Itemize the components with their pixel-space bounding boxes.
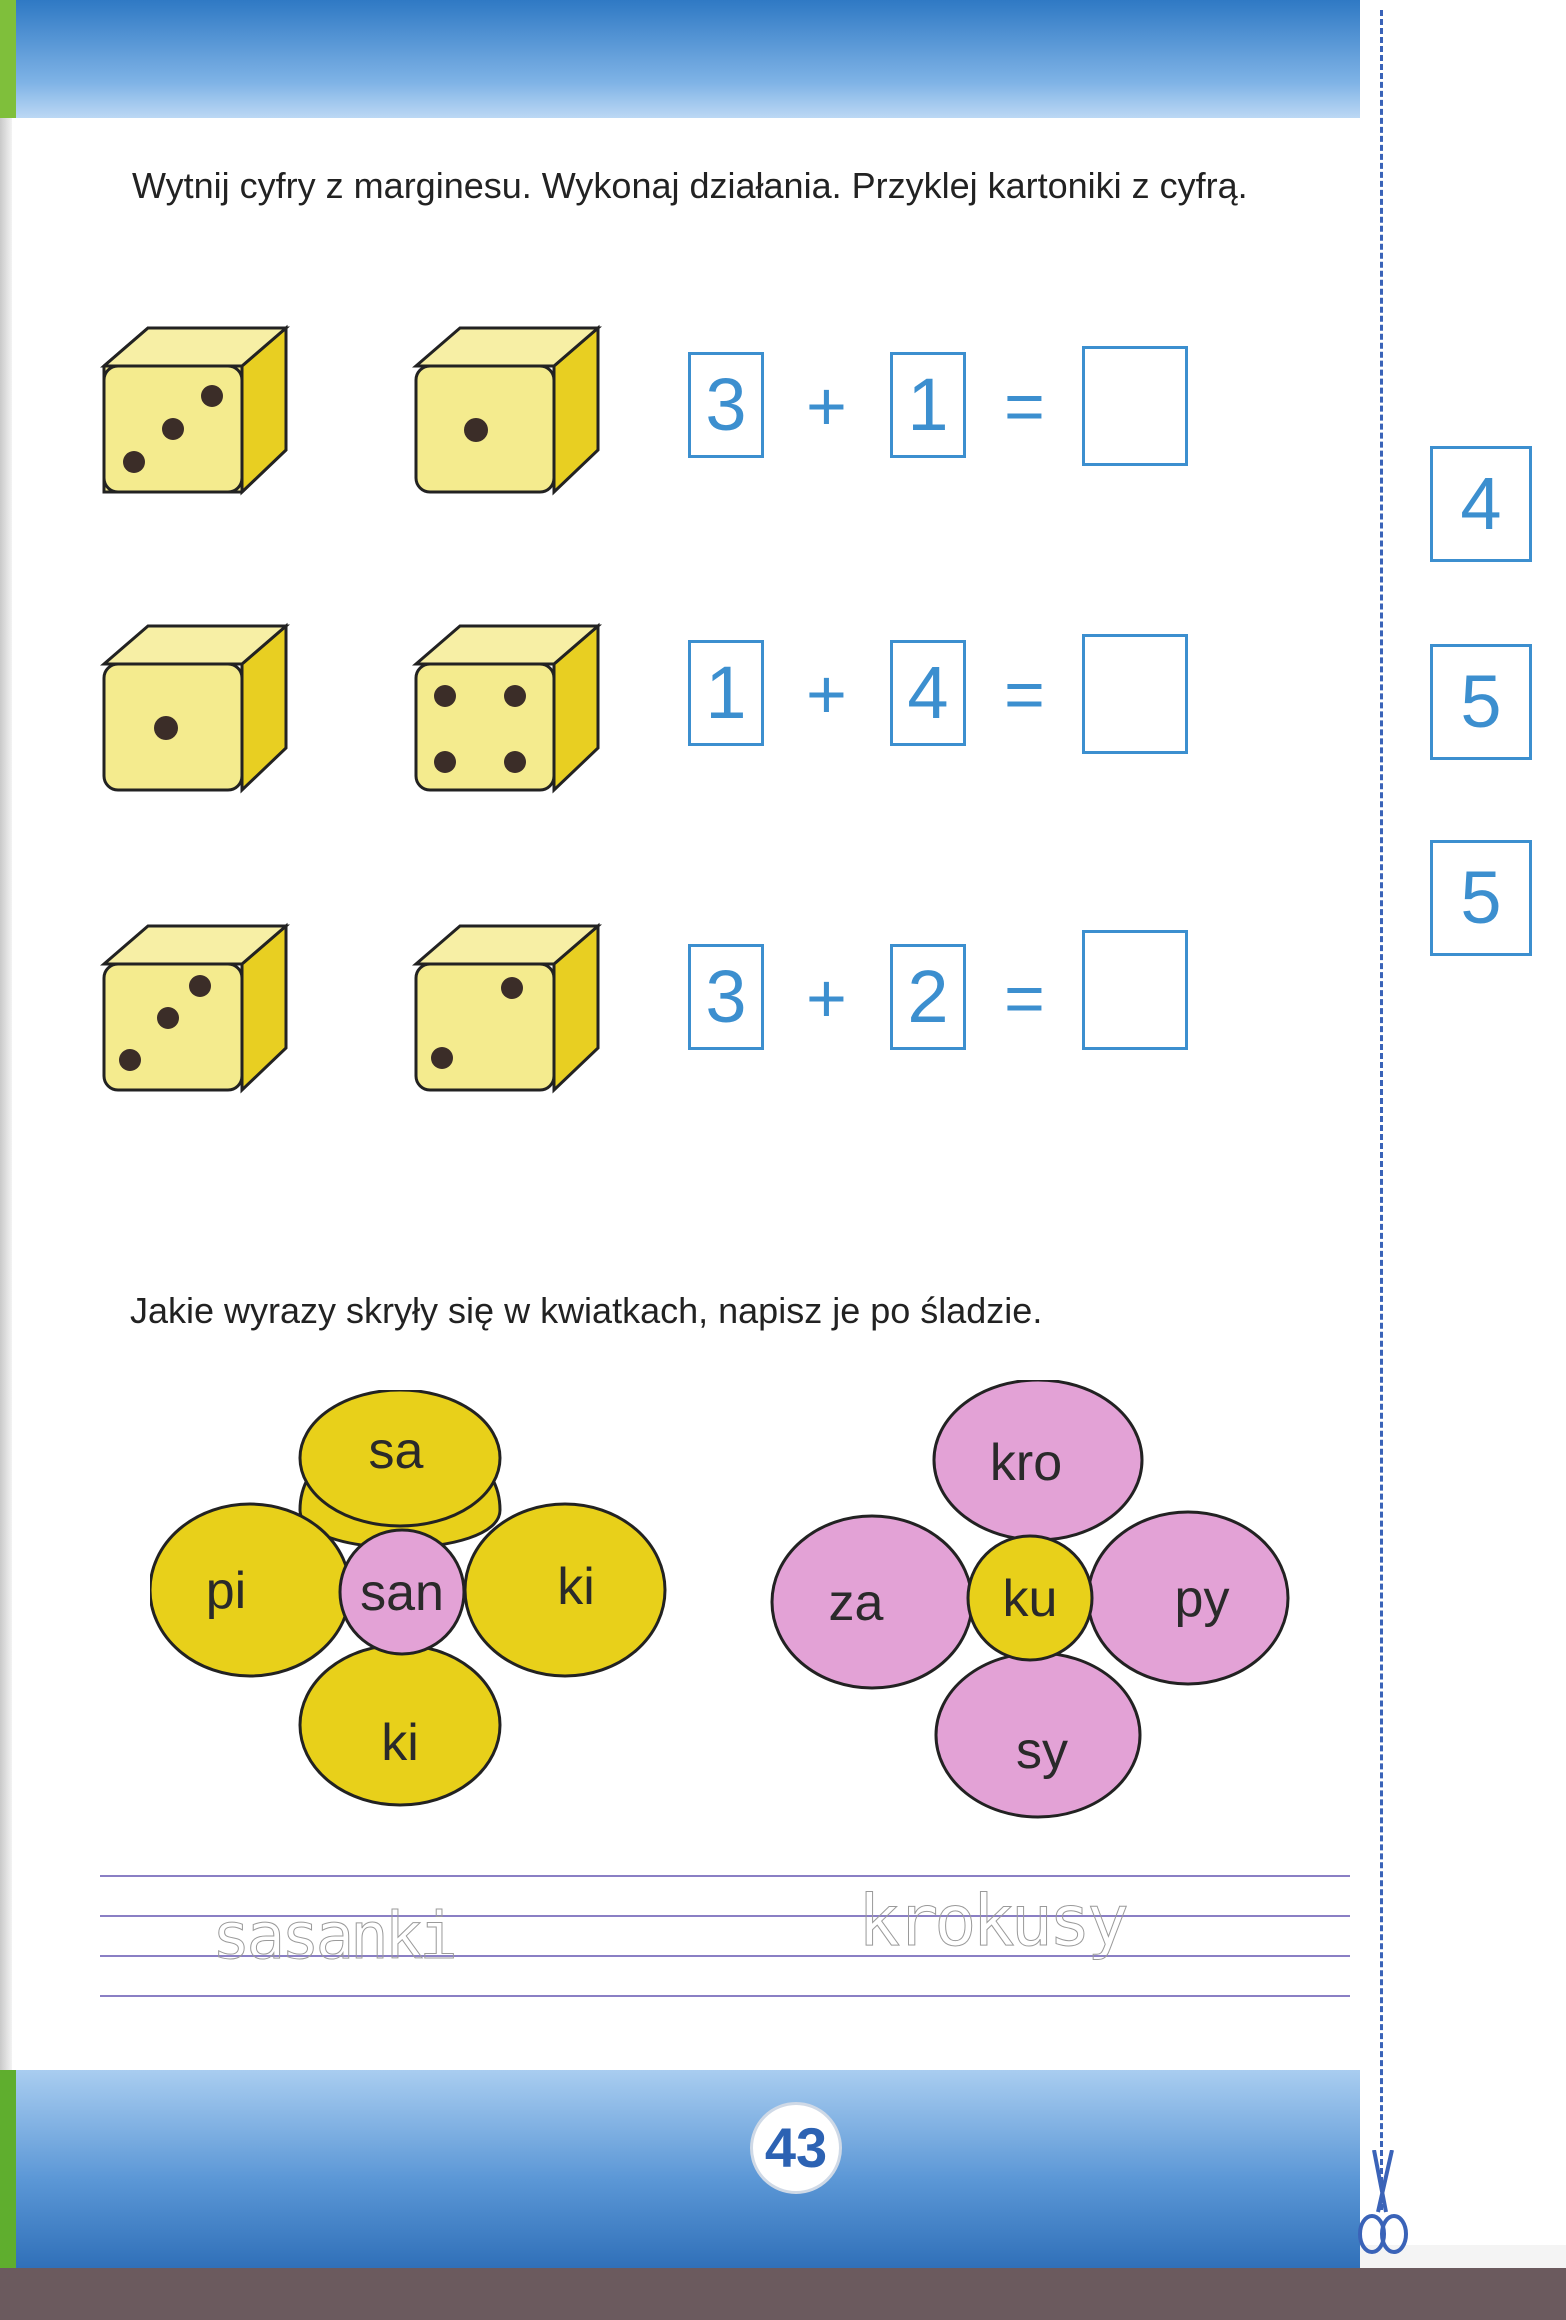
flower-pink bbox=[770, 1380, 1290, 1820]
flower-2-bottom-syllable: sy bbox=[1016, 1722, 1068, 1780]
equation-1-equals: = bbox=[1004, 367, 1045, 445]
cutout-card-3[interactable]: 5 bbox=[1430, 840, 1532, 956]
scissors-icon bbox=[1352, 2150, 1412, 2260]
instruction-top: Wytnij cyfry z marginesu. Wykonaj działania. Przyklej kartoniki z cyfrą. bbox=[132, 165, 1248, 206]
equation-3-addend-a: 3 bbox=[688, 944, 764, 1050]
equation-1-plus: + bbox=[806, 367, 847, 445]
flower-1-right-syllable: ki bbox=[557, 1558, 595, 1616]
die-3-row3 bbox=[100, 920, 290, 1100]
flower-2-center-syllable: ku bbox=[1002, 1570, 1058, 1628]
die-1-row2 bbox=[100, 620, 290, 800]
equation-3-plus: + bbox=[806, 959, 847, 1037]
dashed-cut-line bbox=[1380, 10, 1383, 2210]
equation-3-addend-b: 2 bbox=[890, 944, 966, 1050]
scan-background bbox=[0, 2268, 1566, 2320]
equation-1-addend-b: 1 bbox=[890, 352, 966, 458]
left-accent-strip-bottom bbox=[0, 2070, 16, 2270]
die-2-row3 bbox=[412, 920, 602, 1100]
page-binding-edge bbox=[0, 118, 12, 2108]
flower-1-left-syllable: pi bbox=[205, 1562, 247, 1620]
flower-2-left-syllable: za bbox=[828, 1574, 884, 1632]
equation-2-plus: + bbox=[806, 655, 847, 733]
flower-2-top-syllable: kro bbox=[989, 1434, 1063, 1492]
equation-2-addend-b: 4 bbox=[890, 640, 966, 746]
flower-1-bottom-syllable: ki bbox=[381, 1714, 419, 1772]
equation-2-addend-a: 1 bbox=[688, 640, 764, 746]
flower-1-center-syllable: san bbox=[360, 1564, 444, 1622]
instruction-middle: Jakie wyrazy skryły się w kwiatkach, napisz je po śladzie. bbox=[130, 1290, 1043, 1331]
traced-word-1[interactable]: sasanki bbox=[212, 1900, 454, 1974]
equation-2-answer-box[interactable] bbox=[1082, 634, 1188, 754]
left-accent-strip bbox=[0, 0, 16, 118]
equation-3-equals: = bbox=[1004, 959, 1045, 1037]
footer-band bbox=[0, 2070, 1360, 2270]
traced-word-2[interactable]: krokusy bbox=[858, 1880, 1126, 1962]
die-3-row1 bbox=[100, 322, 290, 502]
header-band bbox=[0, 0, 1360, 118]
equation-1-answer-box[interactable] bbox=[1082, 346, 1188, 466]
equation-1-addend-a: 3 bbox=[688, 352, 764, 458]
page-number: 43 bbox=[750, 2102, 842, 2194]
cutout-card-1[interactable]: 4 bbox=[1430, 446, 1532, 562]
die-1-row1 bbox=[412, 322, 602, 502]
equation-3-answer-box[interactable] bbox=[1082, 930, 1188, 1050]
flower-1-top-syllable: sa bbox=[368, 1422, 424, 1480]
equation-2-equals: = bbox=[1004, 655, 1045, 733]
die-4-row2 bbox=[412, 620, 602, 800]
flower-2-right-syllable: py bbox=[1174, 1570, 1230, 1628]
cutout-card-2[interactable]: 5 bbox=[1430, 644, 1532, 760]
flower-yellow bbox=[150, 1390, 670, 1810]
